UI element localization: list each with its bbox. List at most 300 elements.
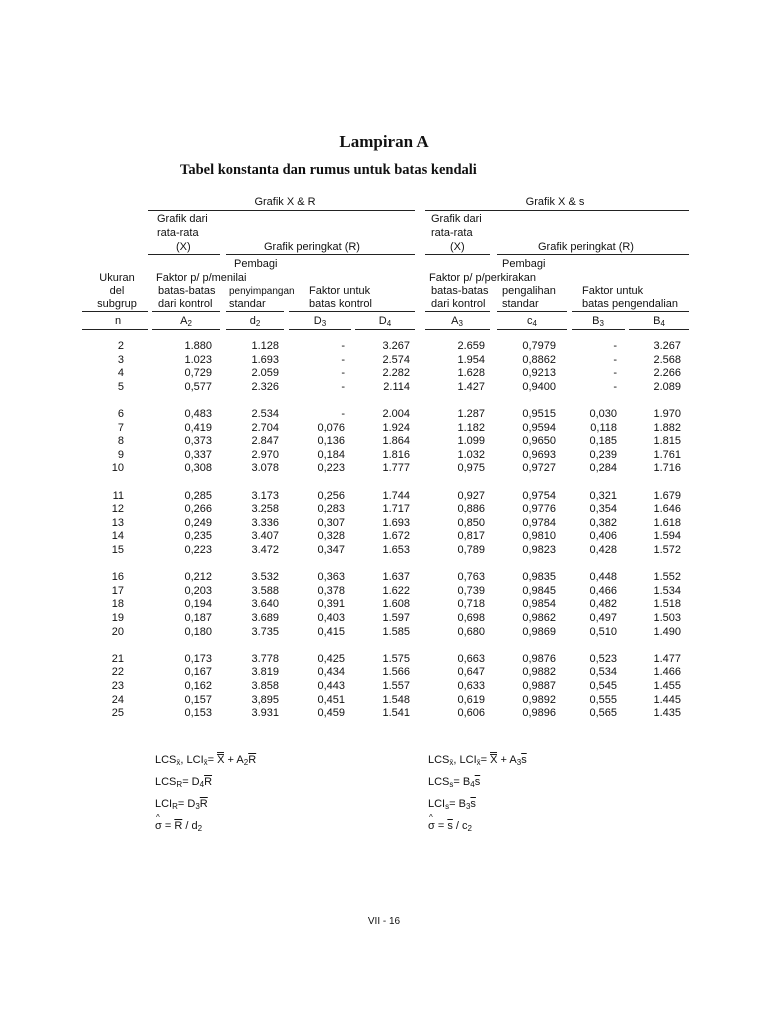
table-cell: 1.672 (382, 530, 410, 543)
table-cell: 0,9213 (522, 367, 556, 380)
table-cell: 1.608 (382, 598, 410, 611)
table-cell: 0,425 (317, 652, 345, 665)
formula-sigma-hat: ^ σ (428, 820, 435, 832)
table-cell: 9 (117, 448, 124, 461)
table-cell: 3,895 (251, 693, 279, 706)
table-cell: 4 (117, 367, 124, 380)
table-cell: 0,185 (589, 435, 617, 448)
column-symbol-base: A (451, 315, 459, 327)
table-cell: 3.689 (251, 612, 279, 624)
table-cell: 22 (111, 666, 124, 679)
column-symbol (355, 315, 415, 328)
table-cell: 0,212 (184, 571, 212, 584)
table-cell: 1.594 (653, 530, 681, 543)
table-cell: 2.659 (457, 340, 485, 352)
group-header-xs: Grafik X & s (525, 196, 585, 208)
formula-sigma-hat-r (155, 820, 202, 832)
table-cell: 2.004 (382, 408, 410, 420)
rule-col (289, 311, 415, 312)
table-cell: 0,403 (317, 612, 345, 624)
table-cell: 0,9876 (522, 652, 556, 665)
formula-text: LCI (155, 798, 173, 810)
table-cell: 3.336 (251, 516, 279, 529)
table-cell: 1.477 (653, 652, 681, 665)
table-cell: 0,577 (184, 380, 212, 393)
table-cell: 3.532 (251, 571, 279, 584)
faktor-pengendalian-header: batas pengendalian (582, 298, 679, 310)
table-cell: 1.566 (382, 666, 410, 679)
table-cell: 0,647 (457, 666, 485, 679)
table-cell: 0,9776 (522, 503, 556, 516)
formula-sub: 3 (195, 802, 200, 811)
table-cell: 0,9823 (522, 544, 556, 556)
table-cell: 0,118 (590, 421, 617, 434)
column-symbol-base: d (249, 315, 256, 327)
table-cell: 0,739 (457, 584, 485, 597)
means-header-line: rata-rata (157, 227, 199, 239)
column-symbol-base: B (653, 315, 661, 327)
table-cell: 0,136 (317, 435, 345, 448)
formula-text: = B (449, 798, 466, 810)
table-cell: 0,9650 (522, 435, 556, 448)
formula-text: LCS (428, 754, 450, 766)
table-cell: 18 (111, 598, 124, 611)
table-cell: 2.282 (382, 367, 410, 380)
table-cell: 1.503 (653, 612, 681, 624)
table-cell: 0,307 (317, 516, 345, 529)
table-cell: 16 (111, 571, 124, 584)
table-cell: 0,9400 (522, 380, 556, 393)
table-cell: 0,194 (184, 598, 212, 611)
table-cell: 21 (111, 652, 124, 665)
table-cell: - (341, 408, 345, 420)
formula-sub: 4 (470, 780, 475, 789)
column-symbol (225, 315, 285, 328)
penyimpangan-header: penyimpangan (229, 286, 295, 297)
formula-sub: 2 (243, 758, 249, 767)
table-cell: 3.267 (653, 340, 681, 352)
table-cell: 0,153 (184, 707, 212, 720)
table-cell: 3.931 (251, 707, 279, 720)
table-cell: 2.266 (653, 367, 681, 380)
table-cell: 0,157 (184, 693, 212, 706)
table-cell: 0,285 (184, 489, 212, 502)
table-cell: 0,382 (589, 516, 617, 529)
rule-col (152, 329, 220, 330)
column-symbol-base: A (180, 315, 188, 327)
formula-sub: 2 (467, 824, 472, 833)
table-cell: 3.258 (251, 503, 279, 516)
table-cell: 1.427 (457, 380, 485, 393)
table-cell: 0,180 (184, 625, 212, 638)
table-cell: 0,663 (457, 652, 485, 665)
formula-sigma-hat-s (428, 820, 472, 832)
table-cell: 1.466 (653, 666, 681, 679)
rule-means-right (425, 254, 490, 255)
formula-text: LCS (428, 776, 450, 788)
table-cell: 2.534 (251, 408, 279, 420)
table-cell: 0,9845 (522, 584, 556, 597)
group-header-xr: Grafik X & R (254, 196, 316, 208)
column-symbol-sub: 2 (255, 319, 261, 328)
rule-col (629, 329, 689, 330)
rule-group-right (425, 210, 689, 211)
formula-text: , LCI (180, 754, 204, 766)
formula-lcs-s (428, 776, 480, 788)
table-cell: 2.059 (251, 367, 279, 380)
table-cell: 0,419 (184, 421, 212, 434)
column-symbol (427, 315, 487, 328)
table-cell: 0,459 (317, 707, 345, 720)
formula-xbar: X (217, 754, 225, 766)
table-cell: 2 (117, 340, 124, 352)
table-cell: 3.472 (251, 544, 279, 556)
table-cell: 1.552 (653, 571, 681, 584)
table-cell: 0,680 (457, 625, 485, 638)
table-cell: 0,466 (589, 584, 617, 597)
table-cell: 1.518 (653, 598, 681, 611)
formula-text: = B (453, 776, 471, 788)
formula-text: = (480, 754, 491, 766)
pengalihan-header: standar (502, 298, 539, 310)
table-cell: - (341, 340, 345, 352)
formula-sub: 3 (465, 802, 471, 811)
table-cell: 1.622 (382, 584, 410, 597)
table-cell: 2.114 (383, 380, 410, 393)
page-subtitle: Tabel konstanta dan rumus untuk batas kendali (180, 162, 477, 178)
table-cell: 0,223 (184, 544, 212, 556)
table-cell: 2.970 (251, 448, 279, 461)
table-cell: 24 (111, 693, 124, 706)
table-cell: 0,406 (589, 530, 617, 543)
formula-text: / c (452, 820, 468, 832)
table-cell: 1.435 (653, 707, 681, 720)
table-cell: 3 (117, 353, 124, 366)
table-cell: 0,391 (317, 598, 345, 611)
table-cell: 0,9784 (522, 516, 556, 529)
rule-col (572, 329, 625, 330)
rule-col (355, 329, 415, 330)
table-cell: 3.407 (251, 530, 279, 543)
formula-sbar: $\overline{s}$ (447, 820, 453, 832)
table-cell: 1.924 (382, 421, 410, 434)
column-symbol (629, 315, 689, 328)
formula-text: = (434, 820, 448, 832)
column-symbol (156, 315, 216, 328)
table-cell: 0,451 (317, 693, 345, 706)
table-cell: 0,9594 (522, 421, 556, 434)
table-cell: 0,328 (317, 530, 345, 543)
column-symbol (502, 315, 562, 328)
rule-col (226, 329, 284, 330)
rule-col (82, 329, 148, 330)
table-cell: 1.534 (653, 584, 681, 597)
table-cell: 1.541 (382, 707, 410, 720)
range-header-left: Grafik peringkat (R) (264, 241, 360, 253)
table-cell: 1.815 (653, 435, 681, 448)
table-cell: 3.858 (251, 680, 279, 692)
table-cell: 7 (117, 421, 124, 434)
pembagi-right: Pembagi (502, 258, 546, 270)
table-cell: 0,347 (317, 544, 345, 556)
faktor-kontrol-header: batas kontrol (309, 298, 372, 310)
table-cell: 0,256 (317, 489, 345, 502)
table-cell: 23 (111, 680, 124, 692)
formula-lci-s (428, 798, 476, 810)
rule-group-left (148, 210, 415, 211)
table-cell: 0,8862 (522, 353, 556, 366)
formula-text: LCI (428, 798, 446, 810)
table-cell: 1.548 (382, 693, 410, 706)
column-symbol (88, 315, 148, 328)
means-header-line: Grafik dari (157, 213, 208, 225)
table-cell: - (341, 380, 345, 393)
column-symbol-sub: 4 (660, 319, 665, 328)
formula-sub: R (176, 780, 183, 789)
formula-text: + A (224, 754, 244, 766)
formula-lci-r (155, 798, 208, 810)
table-cell: 0,9854 (522, 598, 556, 611)
table-cell: 1.882 (653, 421, 681, 434)
table-cell: 1.032 (457, 448, 485, 461)
batas-header-right: batas-batas (431, 285, 489, 297)
formula-lcs-lci-xbar-s: $LCS_{x̄}$, $LCI_{x̄}= X + A_3\overline{s}$ (428, 754, 527, 767)
table-cell: 0,184 (317, 448, 345, 461)
table-cell: 1.816 (382, 448, 410, 461)
table-cell: 0,378 (317, 584, 345, 597)
faktor-kontrol-header: Faktor untuk (309, 285, 371, 297)
formula-text: = (207, 754, 218, 766)
formula-sub: 2 (197, 824, 203, 833)
table-cell: 0,076 (317, 421, 345, 434)
table-cell: 1.761 (653, 448, 681, 461)
means-header-line: rata-rata (431, 227, 473, 239)
table-cell: 1.099 (457, 435, 485, 448)
means-header-line: (X) (176, 241, 191, 253)
pembagi-left: Pembagi (234, 258, 278, 270)
means-header-line: (X) (450, 241, 465, 253)
column-symbol-base: c (527, 315, 533, 327)
table-cell: 0,9869 (522, 625, 556, 638)
table-cell: 1.628 (457, 367, 485, 380)
column-symbol-sub: 2 (187, 319, 192, 328)
table-cell: 0,619 (457, 693, 485, 706)
column-symbol-base: n (114, 315, 122, 327)
table-cell: - (613, 380, 617, 393)
table-cell: 0,545 (589, 680, 617, 692)
table-cell: 0,510 (589, 625, 617, 638)
table-cell: 0,223 (317, 462, 345, 475)
table-cell: 1.182 (457, 421, 485, 434)
formula-rbar: $\overline{R}$ (199, 798, 208, 810)
table-cell: 0,162 (184, 680, 212, 692)
table-cell: 1.693 (382, 516, 410, 529)
table-cell: 0,850 (457, 516, 485, 529)
table-cell: 11 (112, 489, 124, 502)
column-symbol-sub: 4 (532, 319, 537, 328)
table-cell: 2.089 (653, 380, 681, 393)
table-cell: 1.716 (653, 462, 681, 475)
table-cell: 0,633 (457, 680, 485, 692)
rule-col (82, 311, 148, 312)
table-cell: 1.653 (382, 544, 410, 556)
penyimpangan-header: standar (229, 298, 266, 310)
table-cell: 12 (111, 503, 124, 516)
table-cell: 1.646 (653, 503, 681, 516)
table-cell: 0,9882 (522, 666, 556, 679)
table-cell: 0,482 (589, 598, 617, 611)
table-cell: 1.287 (457, 408, 485, 420)
table-cell: 3.173 (251, 489, 279, 502)
table-cell: 0,9727 (522, 462, 556, 475)
table-cell: 15 (111, 544, 124, 556)
rule-col (497, 311, 567, 312)
formula-text: = D (182, 776, 200, 788)
formula-sbar: $\overline{s}$ (470, 798, 476, 810)
table-cell: 1.864 (382, 435, 410, 448)
table-cell: 1.490 (653, 625, 681, 638)
table-cell: 0,428 (589, 544, 617, 556)
table-cell: 1.585 (382, 625, 410, 638)
rule-col (226, 311, 284, 312)
column-symbol-sub: 4 (386, 319, 392, 328)
table-cell: 0,9693 (522, 448, 556, 461)
column-symbol-sub: 3 (458, 319, 463, 328)
table-cell: 0,235 (184, 530, 212, 543)
table-cell: 1.597 (382, 612, 410, 624)
means-header-line: Grafik dari (431, 213, 482, 225)
table-cell: 3.819 (251, 666, 279, 679)
batas-header-left: dari kontrol (158, 298, 213, 310)
table-cell: 0,9515 (522, 408, 556, 420)
table-cell: 0,565 (589, 707, 617, 720)
batas-header-left: batas-batas (158, 285, 216, 297)
formula-rbar: $\overline{R}$ (248, 754, 257, 766)
table-cell: 0,9892 (522, 693, 556, 706)
column-symbol-base: B (592, 315, 600, 327)
table-cell: 0,886 (457, 503, 485, 516)
table-cell: 3.778 (251, 652, 279, 665)
table-cell: 0,534 (589, 666, 617, 679)
formula-sub: s (445, 802, 450, 811)
table-cell: 0,975 (457, 462, 485, 475)
table-cell: 0,337 (184, 448, 212, 461)
table-cell: 0,167 (184, 666, 212, 679)
table-cell: 0,698 (457, 612, 485, 624)
table-cell: 1.717 (382, 503, 410, 516)
column-symbol-base: D (313, 315, 322, 327)
formula-sub: 3 (516, 758, 522, 767)
rule-range-left (226, 254, 415, 255)
table-cell: 0,284 (589, 462, 617, 475)
table-cell: 0,817 (457, 530, 485, 543)
ukuran-header: subgrup (97, 298, 137, 310)
table-cell: 2.568 (653, 353, 681, 366)
table-cell: 0,266 (184, 503, 212, 516)
table-cell: 0,030 (589, 408, 617, 420)
range-header-right: Grafik peringkat (R) (538, 241, 634, 253)
table-cell: 1.128 (251, 340, 279, 352)
table-cell: 0,448 (589, 571, 617, 584)
formula-text: = (161, 820, 175, 832)
table-cell: 0,9862 (522, 612, 556, 624)
table-cell: 0,308 (184, 462, 212, 475)
faktor-pengendalian-header: Faktor untuk (582, 285, 644, 297)
table-cell: 1.880 (184, 340, 212, 352)
pengalihan-header: pengalihan (502, 285, 556, 297)
table-cell: 0,9810 (522, 530, 556, 543)
batas-header-right: dari kontrol (431, 298, 486, 310)
rule-col (572, 311, 689, 312)
table-cell: 0,443 (317, 680, 345, 692)
page-title: Lampiran A (339, 132, 429, 151)
formula-sigma-hat: ^ σ (155, 820, 162, 832)
table-cell: 2.704 (251, 421, 279, 434)
formula-sub: R (172, 802, 178, 811)
column-symbol-base: D (378, 315, 387, 327)
rule-col (497, 329, 567, 330)
page-number: VII - 16 (367, 916, 401, 927)
column-symbol-sub: 3 (321, 319, 327, 328)
table-cell: 0,718 (457, 598, 485, 611)
table-cell: 20 (111, 625, 124, 638)
table-cell: 0,497 (589, 612, 617, 624)
formula-text: = D (177, 798, 196, 810)
table-cell: 8 (117, 435, 124, 448)
table-cell: 1.557 (382, 680, 410, 692)
table-cell: 0,789 (457, 544, 485, 556)
table-cell: 2.326 (251, 380, 279, 393)
table-cell: 0,363 (317, 571, 345, 584)
formula-text: + A (497, 754, 517, 766)
formula-lcs-r (155, 776, 212, 788)
formula-text: LCS (155, 754, 177, 766)
table-cell: 0,763 (457, 571, 485, 584)
table-cell: 0,249 (184, 516, 212, 529)
table-cell: 0,927 (457, 489, 485, 502)
rule-col (425, 329, 490, 330)
rule-means-left (148, 254, 220, 255)
table-cell: 19 (111, 612, 124, 624)
rule-col (425, 311, 490, 312)
formula-text: , LCI (453, 754, 477, 766)
table-cell: 0,283 (317, 503, 345, 516)
table-cell: 0,203 (184, 584, 212, 597)
table-cell: 3.640 (251, 598, 279, 611)
table-cell: 0,7979 (522, 340, 556, 352)
table-cell: 3.078 (251, 462, 279, 475)
formula-rbar: $\overline{R}$ (204, 776, 213, 788)
table-cell: 0,173 (184, 652, 212, 665)
formula-text: LCS (155, 776, 177, 788)
column-symbol (290, 315, 350, 328)
rule-col (152, 311, 220, 312)
table-cell: 0,483 (184, 408, 212, 420)
table-cell: 2.847 (251, 435, 279, 448)
table-cell: 1.637 (382, 571, 410, 584)
column-symbol-sub: 3 (599, 319, 604, 328)
ukuran-header: Ukuran (99, 272, 135, 284)
table-cell: 1.455 (653, 680, 681, 692)
table-cell: 1.777 (382, 462, 410, 475)
table-cell: 6 (117, 408, 124, 420)
table-cell: - (341, 353, 345, 366)
table-cell: - (613, 340, 617, 352)
table-cell: 0,9887 (522, 680, 556, 692)
faktor-menilai-header: Faktor p/ p/menilai (156, 272, 247, 284)
table-cell: - (613, 353, 617, 366)
table-cell: 14 (111, 530, 124, 543)
